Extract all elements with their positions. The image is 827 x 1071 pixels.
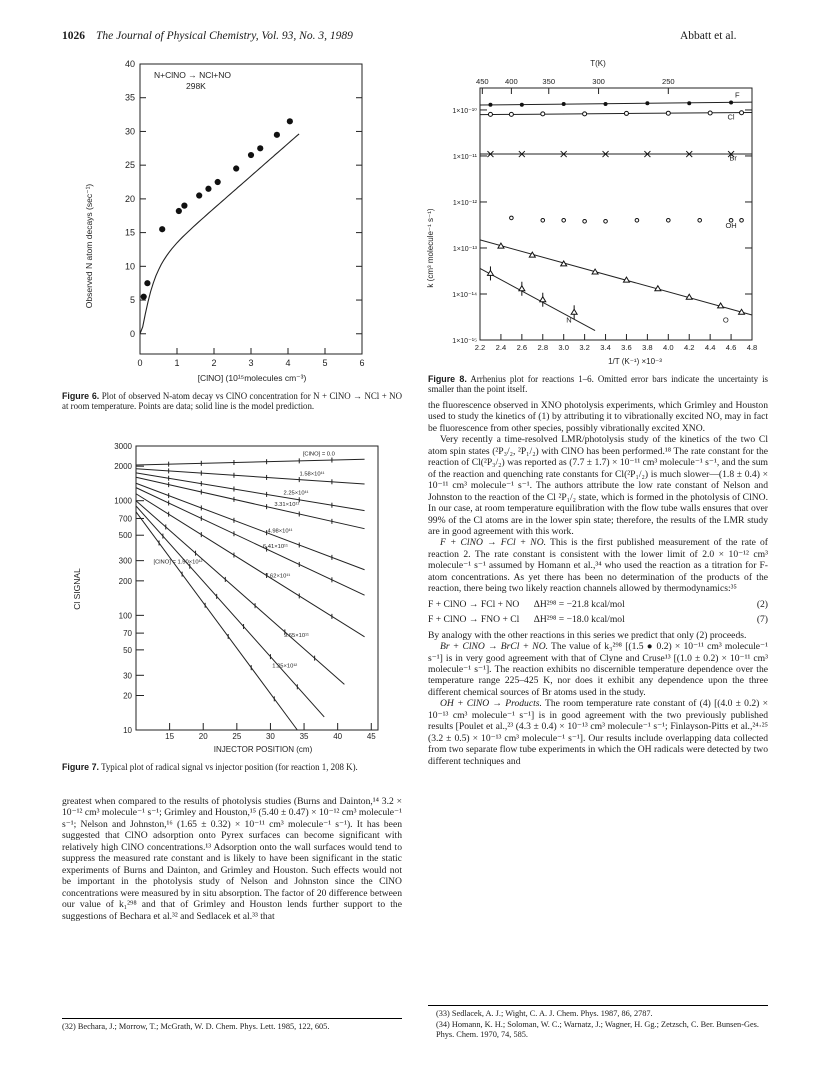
fig6-xlabel: [ClNO] (10¹⁵molecules cm⁻³) — [197, 373, 307, 383]
fig7-caption-label: Figure 7. — [62, 762, 99, 772]
right-paragraph-4: By analogy with the other reactions in this series we predict that only (2) proceeds. — [428, 629, 747, 641]
fig8-data-point — [583, 112, 587, 116]
fig7-ytick-label: 700 — [118, 514, 132, 524]
fig8-xtick-label: 2.8 — [537, 343, 549, 352]
fig8-ytick-label: 1×10⁻¹⁰ — [452, 107, 477, 115]
fig8-data-point — [519, 286, 525, 291]
fig8-xtick-label: 3.2 — [579, 343, 590, 352]
fig7-series-label: 4.98×10¹¹ — [267, 528, 293, 535]
fig8-top-axis-label: T(K) — [590, 59, 606, 68]
fig7-series-line — [136, 473, 365, 511]
fig8-top-tick-label: 250 — [661, 77, 675, 86]
fig6-ytick-label: 40 — [124, 59, 135, 69]
fig8-series-label: O — [722, 315, 729, 325]
fig8-plot-frame — [480, 88, 752, 340]
fig8-xtick-label: 3.0 — [558, 343, 569, 352]
footnote-33: (33) Sedlacek, A. J.; Wight, C. A. J. Chem. Phys. 1987, 86, 2787. — [436, 1009, 653, 1018]
fig8-data-point — [541, 218, 545, 222]
fig8-data-point — [645, 101, 649, 105]
fig7-ytick-label: 10 — [123, 726, 132, 735]
fig7-ytick-label: 3000 — [114, 442, 132, 451]
fig6-xtick-label: 1 — [174, 358, 180, 368]
fig6-ytick-label: 30 — [124, 126, 135, 137]
fig8-xtick-label: 4.2 — [683, 343, 695, 352]
fig7-ytick-label: 1000 — [114, 496, 132, 506]
fig8-xtick-label: 3.4 — [600, 343, 611, 352]
fig7-series-line — [136, 459, 365, 465]
fig8-xtick-label: 4.4 — [704, 343, 716, 352]
section-head-br-clno: Br + ClNO → BrCl + NO. — [440, 641, 549, 653]
fig8-data-point — [667, 218, 671, 222]
fig8-data-point — [635, 218, 639, 222]
fig6-xtick-label: 4 — [285, 358, 291, 368]
fig8-data-point — [541, 112, 545, 116]
fig7-ytick-label: 2000 — [114, 462, 132, 472]
fig6-plot-frame — [140, 64, 362, 354]
right-paragraph-6-text: The room temperature rate constant of (4) [(4.0 ± 0.2) × 10⁻¹³ cm³ molecule⁻¹ s⁻¹] is in good agreement with the two previously published results [Poulet et al.,²³ (4.3 ± 0.4) × 10⁻¹³ cm³ molecule⁻¹ s⁻¹; Finlayson-Pitts et al.,²⁴·²⁵ (3.2 ± 0.5) × 10⁻¹³ cm³ molecule⁻¹ s⁻¹]. Our results include overlapping data collected from two separate flow tube experiments in which the OH radicals were detected by two different techniques and — [428, 698, 768, 767]
fig8-top-tick-label: 350 — [542, 77, 556, 86]
fig8-data-point — [583, 220, 587, 224]
fig8-xtick-label: 4.8 — [746, 343, 758, 352]
fig6-xtick-label: 2 — [211, 358, 217, 368]
fig7-xtick-label: 20 — [198, 732, 208, 741]
fig6-ylabel: Observed N atom decays (sec⁻¹) — [84, 183, 94, 309]
fig8-data-point — [540, 297, 546, 302]
fig7-ytick-label: 70 — [123, 629, 132, 639]
journal-title: The Journal of Physical Chemistry, Vol. 93, No. 3, 1989 — [96, 30, 353, 42]
fig6-xtick-label: 0 — [137, 358, 143, 368]
fig7-xtick-label: 45 — [366, 732, 376, 741]
fig8-data-point — [729, 101, 733, 105]
fig7-caption-text: Typical plot of radical signal vs injector position (for reaction 1, 208 K). — [101, 762, 358, 772]
fig8-data-point — [666, 111, 670, 115]
fig8-xtick-label: 3.8 — [642, 343, 653, 352]
equation-2-number: (2) — [756, 598, 768, 610]
fig6-data-point — [176, 208, 182, 214]
fig7-ylabel: Cl SIGNAL — [72, 568, 82, 610]
fig7-series-label: 9.65×10¹¹ — [283, 633, 309, 640]
section-head-oh-clno: OH + ClNO → Products. — [440, 698, 542, 710]
fig7-xtick-label: 40 — [333, 732, 343, 741]
fig7-series-label: 6.41×10¹¹ — [262, 544, 288, 551]
fig7-plot-frame — [136, 446, 378, 730]
fig7-series-line — [136, 501, 344, 685]
fig6-data-point — [196, 192, 202, 198]
fig8-top-tick-label: 300 — [592, 77, 605, 86]
fig8-xtick-label: 2.2 — [474, 343, 486, 352]
figure-7-caption — [62, 762, 402, 772]
footnote-32: (32) Bechara, J.; Morrow, T.; McGrath, W. D. Chem. Phys. Lett. 1985, 122, 605. — [62, 1022, 330, 1031]
fig7-series-line — [136, 477, 365, 528]
fig7-ytick-label: 100 — [118, 611, 132, 621]
fig8-series-label: N — [566, 315, 572, 325]
figure-7-plot — [58, 434, 398, 756]
fig7-ytick-label: 200 — [118, 576, 132, 586]
figure-8-plot — [420, 58, 760, 370]
fig7-xtick-label: 25 — [232, 732, 242, 741]
fig8-data-point — [687, 101, 691, 105]
fig8-data-point — [562, 218, 566, 222]
left-footnote-rule — [62, 1018, 402, 1019]
right-footnote-rule — [428, 1005, 768, 1006]
fig7-ytick-label: 50 — [123, 645, 132, 655]
fig6-caption-label: Figure 6. — [62, 391, 100, 401]
fig8-fit-line — [480, 268, 595, 330]
left-body-text — [62, 796, 402, 922]
figure-6-caption — [62, 391, 402, 412]
fig6-caption-text: Plot of observed N-atom decay vs ClNO concentration for N + ClNO → NCl + NO at room temperature. Points are data; solid line is the model prediction. — [62, 391, 403, 412]
fig6-ytick-label: 25 — [124, 160, 135, 171]
fig8-top-tick-label: 450 — [475, 77, 489, 86]
fig6-xtick-label: 3 — [248, 358, 254, 368]
fig8-data-point — [624, 111, 628, 115]
fig6-data-point — [233, 165, 239, 171]
fig8-data-point — [740, 218, 744, 222]
fig8-ylabel: k (cm³ molecule⁻¹ s⁻¹) — [426, 208, 435, 288]
figure-6-plot — [72, 56, 372, 386]
fig8-series-label: Br — [729, 153, 737, 163]
equation-2-text: F + ClNO → FCl + NO ΔH²⁹⁸ = −21.8 kcal/mol — [428, 598, 625, 610]
fig8-xtick-label: 4.0 — [663, 343, 674, 352]
fig7-series-line — [136, 469, 365, 484]
fig8-data-point — [509, 112, 513, 116]
fig6-ytick-label: 0 — [129, 328, 135, 339]
fig8-ytick-label: 1×10⁻¹¹ — [452, 153, 477, 161]
fig8-series-label: F — [735, 90, 740, 100]
fig7-series-line — [136, 488, 365, 596]
equation-7-number: (7) — [756, 614, 768, 626]
fig8-xtick-label: 3.6 — [621, 343, 632, 352]
fig7-series-label: 2.25×10¹¹ — [283, 490, 309, 497]
fig7-ytick-label: 30 — [123, 671, 132, 681]
section-head-f-clno: F + ClNO → FCl + NO. — [440, 537, 547, 549]
fig8-series-label: OH — [725, 221, 737, 231]
right-body-text — [428, 400, 768, 767]
right-paragraph-6 — [428, 698, 768, 767]
fig6-xtick-label: 6 — [359, 358, 365, 368]
fig6-data-point — [205, 186, 211, 192]
fig7-series-line — [136, 483, 365, 569]
fig7-ytick-label: 500 — [118, 531, 132, 541]
fig7-series-label: 7.62×10¹¹ — [265, 573, 291, 580]
fig7-ytick-label: 20 — [123, 691, 132, 701]
fig7-ytick-label: 300 — [118, 556, 132, 566]
fig8-xlabel: 1/T (K⁻¹) ×10⁻³ — [608, 357, 662, 366]
fig8-data-point — [520, 103, 524, 107]
right-paragraph-2: Very recently a time-resolved LMR/photolysis study of the kinetics of the two Cl atom spin states (²P₃/₂, ²P₁/₂) with ClNO has been performed.¹⁸ The rate constant for the reaction of Cl(²P₃/₂) was reported as (7.7 ± 1.7) × 10⁻¹¹ cm³ molecule⁻¹ s⁻¹, and the sum of the reaction and quenching rate constants for Cl(²P₁/₂) is much slower—(1.8 ± 0.4) × 10⁻¹¹ cm³ molecule⁻¹ s⁻¹. The authors attribute the low rate constant of Nelson and Johnston to the reaction of the Cl ²P₁/₂ state, which is formed in the photolysis of ClNO. In our case, at room temperature equilibration with the flow tube walls ensures that over 99% of the Cl atoms are in the lower spin state; therefore, the results of the LMR study are in good agreement with this work. — [428, 434, 768, 537]
fig6-data-point — [181, 203, 187, 209]
fig6-ytick-label: 20 — [124, 193, 135, 204]
right-paragraph-5-text: The value of k₃²⁹⁸ [(1.5 ● 0.2) × 10⁻¹¹ cm³ molecule⁻¹ s⁻¹] is in very good agreement with that of Clyne and Cruse¹³ [(1.0 ± 0.2) × 10⁻¹¹ cm³ molecule⁻¹ s⁻¹]. The reaction exhibits no discernible temperature dependence over the temperature range 225–425 K, nor does it exhibit any dependence upon the three different chemical sources of Br atoms used in the study. — [428, 641, 768, 698]
fig6-temperature-label: 298K — [186, 81, 206, 91]
fig6-data-point — [274, 132, 280, 138]
equation-2 — [428, 599, 768, 610]
fig6-data-point — [159, 226, 165, 232]
fig6-data-point — [287, 118, 293, 124]
running-authors: Abbatt et al. — [680, 30, 737, 42]
fig6-model-line — [140, 134, 299, 334]
equation-7 — [428, 614, 768, 625]
fig8-data-point — [604, 102, 608, 106]
fig7-series-line — [136, 506, 324, 717]
fig6-data-point — [248, 152, 254, 158]
fig7-series-label: [ClNO] = 1.50×10¹² — [153, 559, 203, 566]
fig8-data-point — [510, 216, 514, 220]
fig6-reaction-label: N+ClNO → NCl+NO — [154, 70, 231, 80]
fig7-xtick-label: 15 — [165, 732, 175, 741]
fig8-data-point — [488, 112, 492, 116]
equation-7-text: F + ClNO → FNO + Cl ΔH²⁹⁸ = −18.0 kcal/mol — [428, 614, 625, 626]
fig8-data-point — [571, 309, 577, 314]
fig6-ytick-label: 5 — [129, 295, 135, 306]
fig8-xtick-label: 2.6 — [516, 343, 528, 352]
fig7-series-label: 1.25×10¹² — [272, 663, 298, 670]
fig8-data-point — [604, 220, 608, 224]
fig7-xtick-label: 35 — [299, 732, 309, 741]
right-paragraph-1: the fluorescence observed in XNO photolysis experiments, which Grimley and Houston used to study the kinetics of (1) by attributing it to vibrationally excited NO, may in fact be fluorescence from other species, possibly vibrationally excited XNO. — [428, 400, 768, 434]
right-paragraph-3-text: This is the first published measurement of the rate of reaction 2. The rate constant is consistent with the lower limit of 2.0 × 10⁻¹² cm³ molecule⁻¹ s⁻¹ assumed by Homann et al.,³⁴ who used the reaction as a titration for F-atom concentrations. As yet there has been no determination of the products of the reaction, there being two likely reaction channels allowed by thermodynamics:³⁵ — [428, 537, 768, 595]
fig7-series-label: 3.31×10¹¹ — [274, 502, 300, 509]
fig8-ytick-label: 1×10⁻¹² — [452, 199, 477, 207]
fig8-data-point — [562, 102, 566, 106]
right-paragraph-3 — [428, 537, 768, 594]
fig6-ytick-label: 35 — [124, 92, 135, 103]
fig8-series-label: Cl — [727, 112, 735, 122]
fig8-data-point — [698, 218, 702, 222]
fig8-data-point — [488, 103, 492, 107]
footnote-34: (34) Homann, K. H.; Soloman, W. C.; Warnatz, J.; Wagner, H. Gg.; Zetzsch, C. Ber. Bunsen-Ges. Phys. Chem. 1970, 74, 585. — [436, 1020, 759, 1039]
page-number: 1026 — [62, 30, 85, 42]
fig8-ytick-label: 1×10⁻¹³ — [452, 245, 477, 253]
fig6-data-point — [141, 294, 147, 300]
fig6-ytick-label: 15 — [124, 227, 135, 238]
fig6-data-point — [144, 280, 150, 286]
fig8-xtick-label: 2.4 — [495, 343, 507, 352]
figure-8-caption — [428, 374, 768, 395]
fig7-series-label: 1.58×10¹¹ — [299, 471, 325, 478]
fig8-ytick-label: 1×10⁻¹⁵ — [452, 338, 477, 345]
fig8-xtick-label: 4.6 — [725, 343, 737, 352]
fig6-data-point — [257, 145, 263, 151]
fig6-data-point — [215, 179, 221, 185]
fig7-xtick-label: 30 — [265, 732, 275, 741]
right-paragraph-5 — [428, 641, 768, 698]
fig8-fit-line — [480, 240, 752, 315]
left-paragraph: greatest when compared to the results of photolysis studies (Burns and Dainton,¹⁴ 3.2 × 10⁻¹² cm³ molecule⁻¹ s⁻¹; Grimley and Houston,¹⁵ (5.40 ± 0.47) × 10⁻¹² cm³ molecule⁻¹ s⁻¹; Nelson and Johnston,¹⁶ (1.65 ± 0.32) × 10⁻¹¹ cm³ molecule⁻¹ s⁻¹). It has been suggested that ClNO adsorption onto Pyrex surfaces can become significant with relatively high ClNO concentrations.¹³ Adsorption onto the wall surfaces would tend to suppress the measured rate constant and is likely to have been significant in the static experiments of Burns and Dainton, and Grimley and Houston. Such effects would not be important in the photolysis study of Nelson and Johnston since the ClNO concentrations were measured by in situ absorption. The factor of 20 difference between our value of k₁²⁹⁸ and that of Grimley and Houston lends further support to the suggestions of Bechara et al.³² and Sedlacek et al.³³ that — [62, 796, 402, 922]
fig7-xlabel: INJECTOR POSITION (cm) — [213, 745, 313, 754]
fig8-data-point — [708, 111, 712, 115]
fig8-caption-label: Figure 8. — [428, 374, 467, 384]
fig8-ytick-label: 1×10⁻¹⁴ — [452, 291, 477, 299]
fig8-data-point — [740, 111, 744, 115]
fig8-caption-text: Arrhenius plot for reactions 1–6. Omitted error bars indicate the uncertainty is smaller than the point itself. — [428, 374, 768, 395]
fig7-series-label: [ClNO] = 0.0 — [302, 451, 335, 458]
fig6-xtick-label: 5 — [322, 358, 328, 368]
fig8-top-tick-label: 400 — [505, 77, 518, 86]
fig6-ytick-label: 10 — [124, 261, 135, 272]
